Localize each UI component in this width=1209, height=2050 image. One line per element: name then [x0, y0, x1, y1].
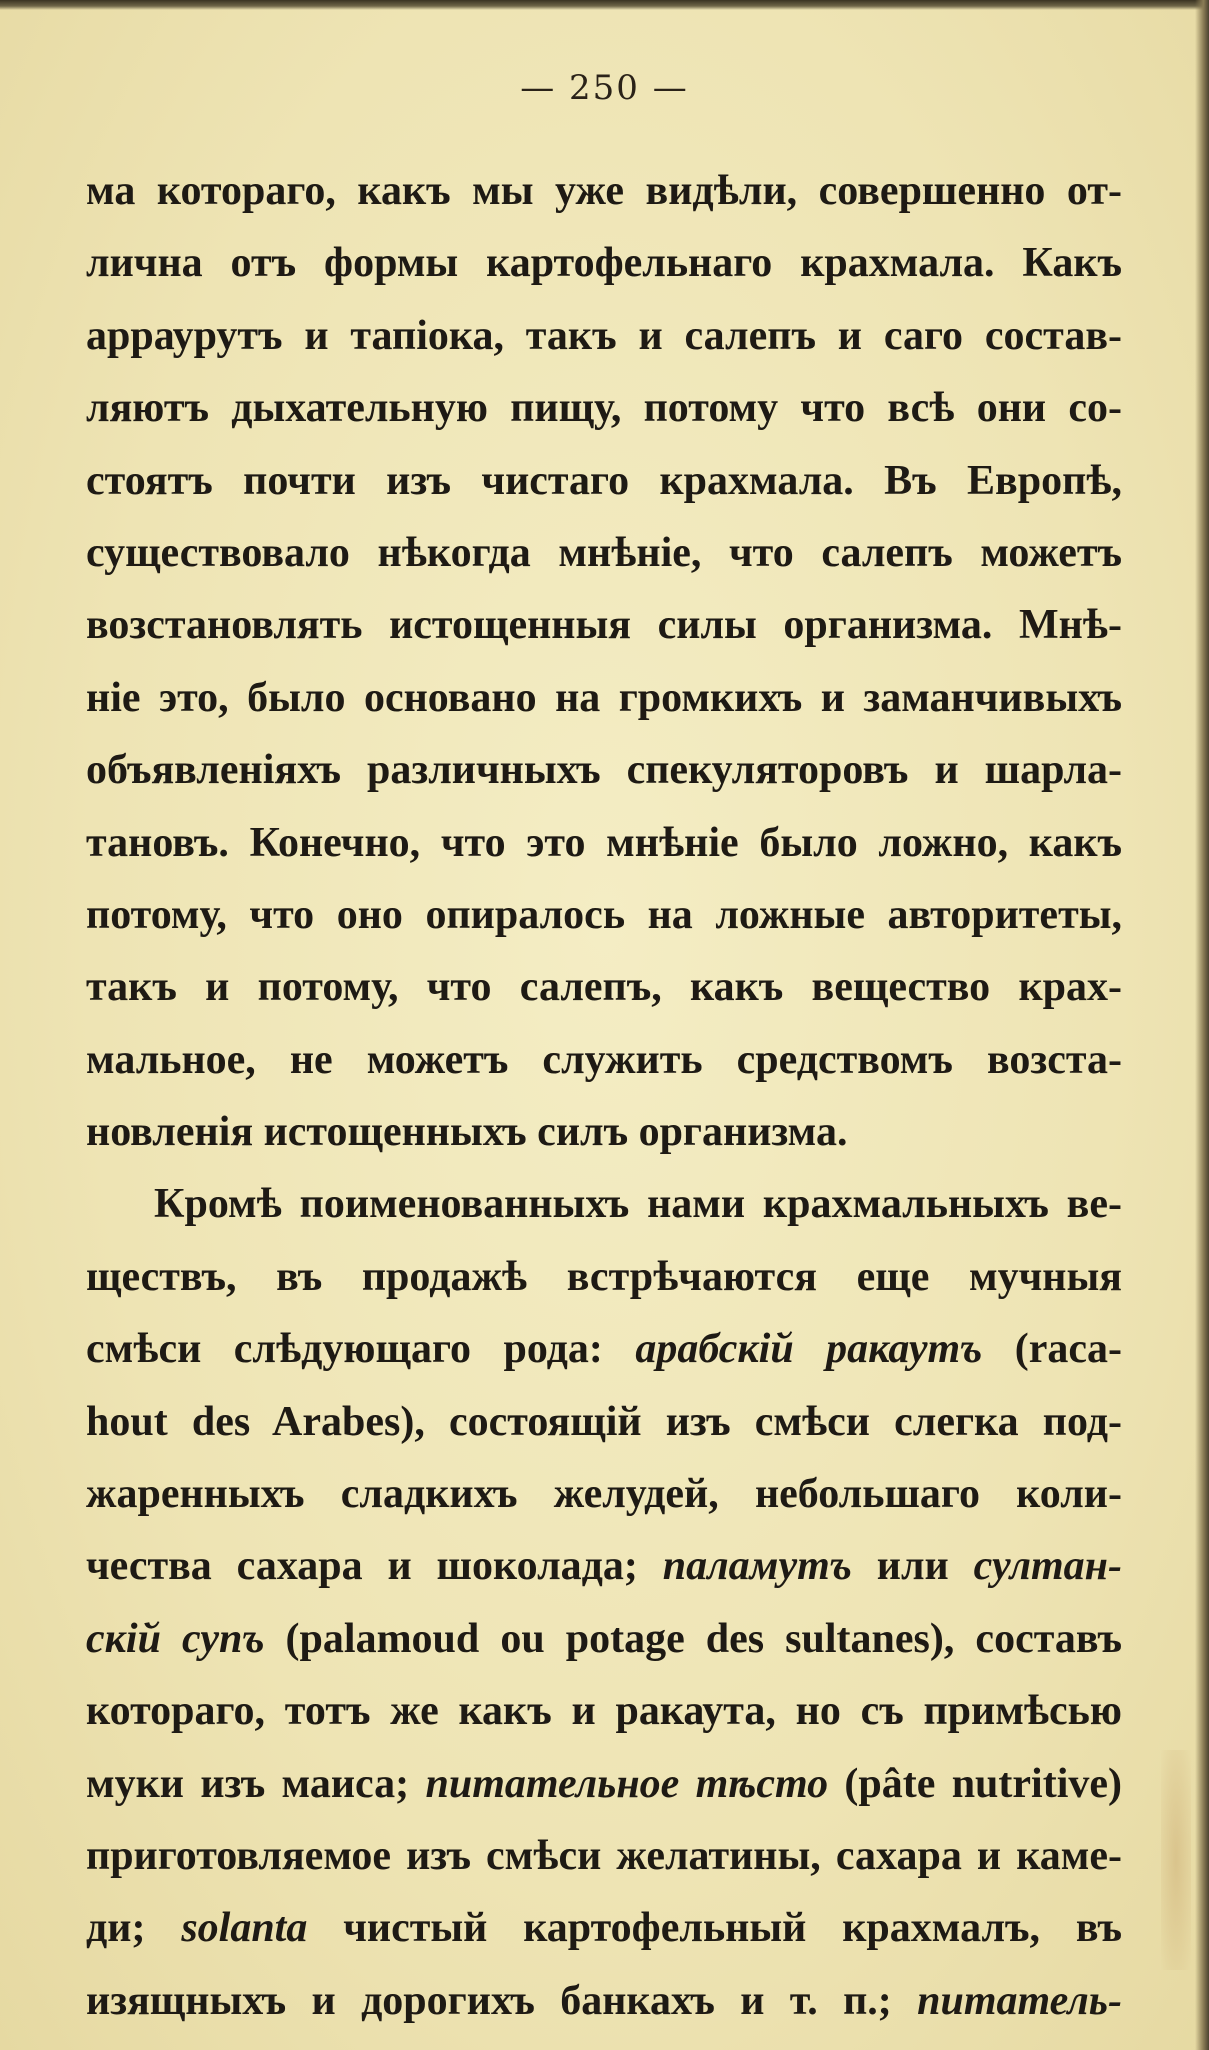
- text-run: (raca-: [982, 1326, 1122, 1373]
- italic-term: арабскій ракаутъ: [635, 1326, 983, 1373]
- text-run: (pâte nutritive): [828, 1760, 1122, 1807]
- text-line: [86, 1603, 1122, 1675]
- text-line: [86, 1892, 1122, 1964]
- text-line: такъ и потому, что салепъ, какъ вещество крах-: [86, 964, 1122, 1011]
- text-run: изящныхъ и дорогихъ банкахъ и т. п.;: [86, 1977, 918, 2024]
- italic-term: султан-: [973, 1543, 1122, 1590]
- text-line: котораго, тотъ же какъ и ракаута, но съ примѣсью: [86, 1688, 1122, 1735]
- text-line: ма котораго, какъ мы уже видѣли, совершенно от-: [86, 168, 1122, 214]
- text-line: стоятъ почти изъ чистаго крахмала. Въ Европѣ,: [86, 457, 1122, 504]
- text-line: Кромѣ поименованныхъ нами крахмальныхъ ве-: [154, 1181, 1122, 1228]
- text-line: мальное, не можетъ служить средствомъ возста-: [86, 1036, 1122, 1083]
- page-number: — 250 —: [520, 68, 689, 108]
- page-top-edge: [0, 0, 1209, 10]
- text-line: [86, 1748, 1122, 1820]
- text-run: ди;: [86, 1905, 182, 1952]
- text-line: возстановлять истощенныя силы организма. Мнѣ-: [86, 602, 1122, 649]
- text-run: смѣси слѣдующаго рода:: [86, 1326, 636, 1373]
- text-run: чества сахара и шоколада;: [86, 1543, 663, 1590]
- text-line: тановъ. Конечно, что это мнѣніе было ложно, какъ: [86, 819, 1122, 866]
- text-line: приготовляемое изъ смѣси желатины, сахара и каме-: [86, 1832, 1122, 1879]
- italic-term: питатель-: [917, 1977, 1122, 2024]
- text-run: муки изъ маиса;: [86, 1760, 426, 1807]
- text-line: [86, 1530, 1122, 1602]
- text-line: лична отъ формы картофельнаго крахмала. Какъ: [86, 240, 1122, 287]
- text-line: ществъ, въ продажѣ встрѣчаются еще мучныя: [86, 1253, 1122, 1300]
- page-right-edge: [1195, 0, 1209, 2050]
- text-line: арраурутъ и тапіока, такъ и салепъ и саго состав-: [86, 312, 1122, 359]
- text-line: ляютъ дыхательную пищу, потому что всѣ они со-: [86, 385, 1122, 432]
- body-text: [86, 155, 1122, 2037]
- italic-term: паламутъ: [662, 1543, 852, 1590]
- text-line: [86, 1965, 1122, 2037]
- text-line: hout des Arabes), состоящій изъ смѣси слегка под-: [86, 1398, 1122, 1445]
- text-line: объявленіяхъ различныхъ спекуляторовъ и шарла-: [86, 747, 1122, 794]
- paper-stain: [1161, 1750, 1191, 1970]
- text-line: жаренныхъ сладкихъ желудей, небольшаго коли-: [86, 1471, 1122, 1518]
- text-run: чистый картофельный крахмалъ, въ: [307, 1905, 1123, 1952]
- text-line: новленія истощенныхъ силъ организма.: [86, 1109, 848, 1156]
- italic-term: скій супъ: [86, 1615, 265, 1662]
- text-run: или: [851, 1543, 974, 1590]
- italic-term: solanta: [181, 1905, 308, 1952]
- text-line: потому, что оно опиралось на ложные авторитеты,: [86, 891, 1122, 938]
- text-line: [86, 1313, 1122, 1385]
- text-line: существовало нѣкогда мнѣніе, что салепъ можетъ: [86, 529, 1122, 576]
- text-line: ніе это, было основано на громкихъ и заманчивыхъ: [86, 674, 1122, 721]
- italic-term: питательное тѣсто: [425, 1760, 829, 1807]
- text-run: (palamoud ou potage des sultanes), составъ: [264, 1615, 1122, 1662]
